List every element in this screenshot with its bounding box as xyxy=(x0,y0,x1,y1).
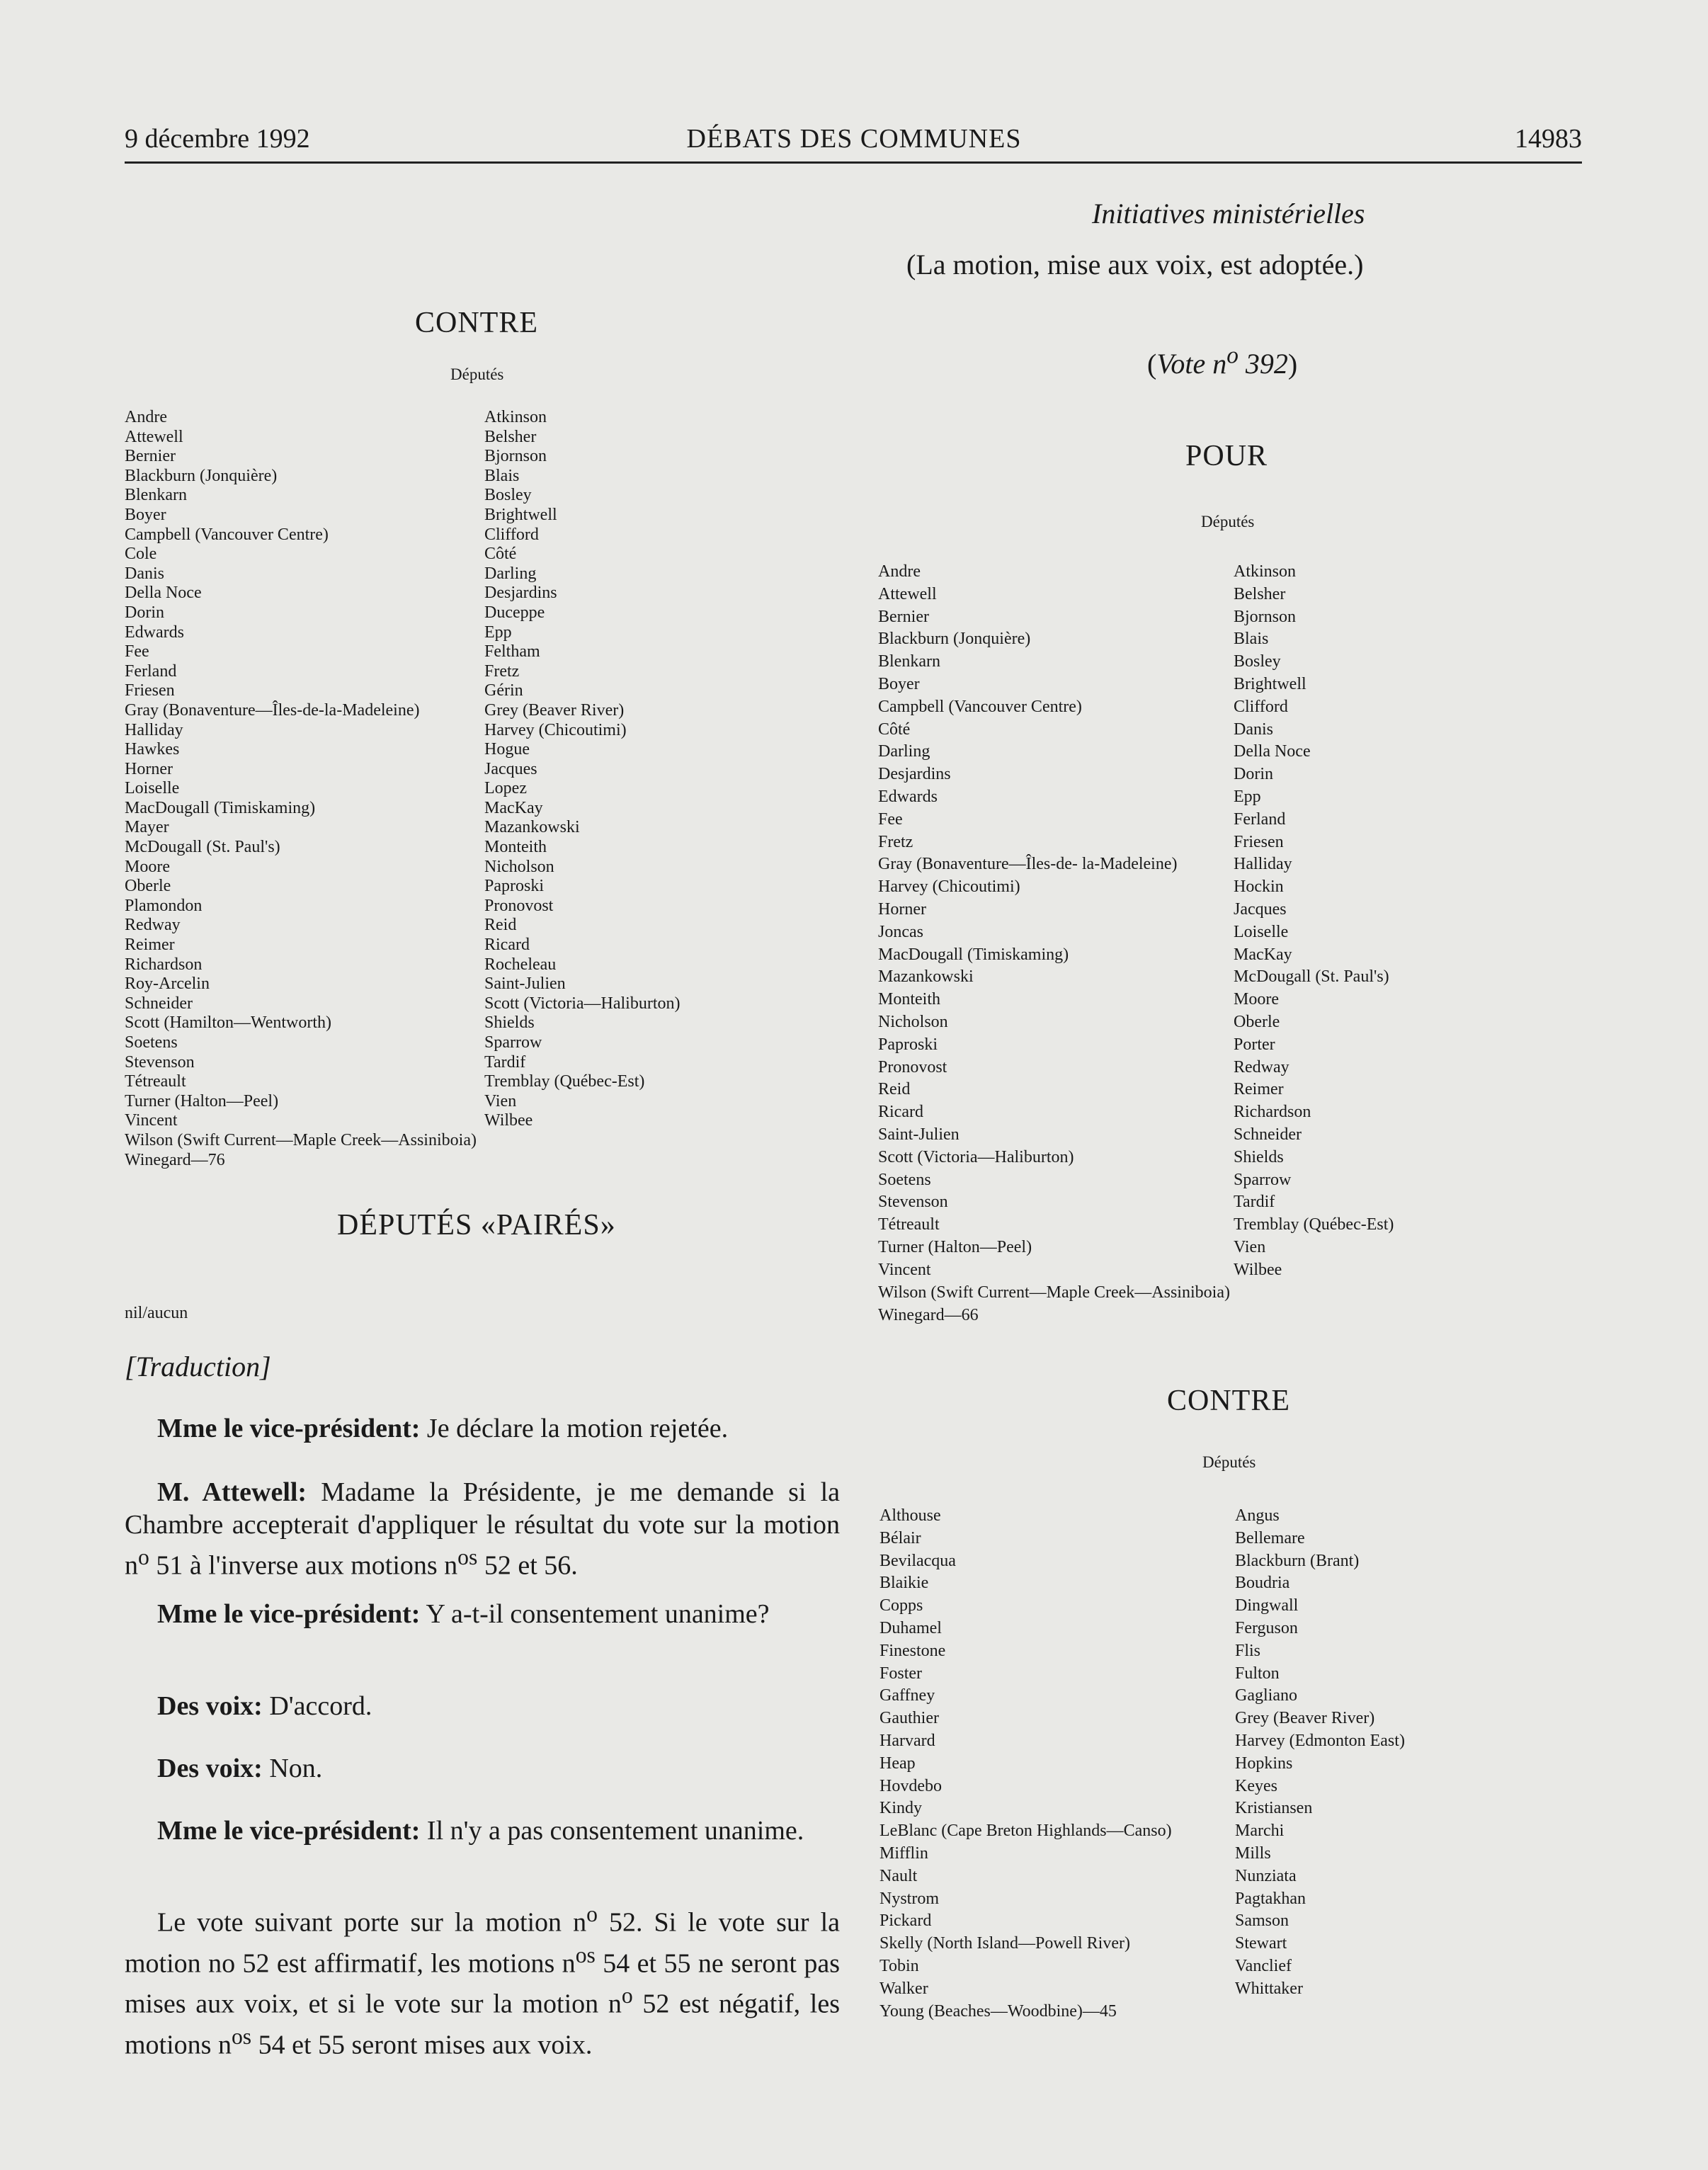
deputes-label-pour: Députés xyxy=(1201,513,1255,530)
speech-text: D'accord. xyxy=(262,1691,372,1721)
member-name: Gaffney xyxy=(879,1686,935,1705)
member-name: Côté xyxy=(484,545,517,564)
member-name: Brightwell xyxy=(1234,674,1306,693)
member-name: Andre xyxy=(125,408,167,426)
paragraph-2 xyxy=(125,1476,840,1582)
member-name: Blackburn (Jonquière) xyxy=(878,630,1031,649)
member-name: Keyes xyxy=(1235,1776,1277,1795)
pour-list-tail xyxy=(878,1282,1230,1327)
member-name: Kindy xyxy=(879,1799,922,1818)
member-name: Soetens xyxy=(878,1170,931,1189)
member-name: Tétreault xyxy=(878,1215,940,1234)
member-name: Ricard xyxy=(484,936,530,955)
speaker: Mme le vice-président: xyxy=(157,1816,421,1846)
member-name: Wilson (Swift Current—Maple Creek—Assiniboia) xyxy=(125,1131,477,1149)
speaker: M. Attewell: xyxy=(157,1477,307,1507)
member-name: Boyer xyxy=(878,674,920,693)
member-name: Campbell (Vancouver Centre) xyxy=(878,697,1082,716)
member-name: Richardson xyxy=(1234,1103,1311,1122)
member-name: Scott (Victoria—Haliburton) xyxy=(878,1147,1074,1166)
member-name: Stevenson xyxy=(878,1193,948,1212)
member-name: Della Noce xyxy=(125,584,202,603)
member-name: Fee xyxy=(878,810,903,829)
member-name: Bernier xyxy=(878,607,929,626)
member-name: Tremblay (Québec-Est) xyxy=(484,1072,645,1091)
pairs-value: nil/aucun xyxy=(125,1304,188,1322)
member-name: Dingwall xyxy=(1235,1596,1299,1615)
member-name: Mayer xyxy=(125,818,169,837)
member-name: Reid xyxy=(484,916,517,935)
member-name: Hawkes xyxy=(125,740,180,759)
contre-list-right-col1 xyxy=(879,1505,1172,2023)
member-name: Gauthier xyxy=(879,1709,939,1728)
member-name: Flis xyxy=(1235,1641,1261,1660)
member-name: Blackburn (Brant) xyxy=(1235,1551,1360,1570)
member-name: Redway xyxy=(1234,1057,1289,1077)
member-name: Nault xyxy=(879,1866,918,1885)
member-name: Attewell xyxy=(125,427,183,446)
member-name: Duhamel xyxy=(879,1618,942,1637)
member-name: Schneider xyxy=(125,994,193,1013)
member-name: Blais xyxy=(484,466,520,485)
member-name: MacKay xyxy=(484,798,543,817)
member-name: Harvey (Chicoutimi) xyxy=(484,720,627,739)
speech-text: Non. xyxy=(262,1754,323,1783)
pour-list-col1 xyxy=(878,561,1177,1282)
member-name: Scott (Hamilton—Wentworth) xyxy=(125,1013,332,1033)
member-name: Ferland xyxy=(1234,810,1286,829)
member-name: Pronovost xyxy=(878,1057,947,1077)
member-name: Vien xyxy=(1234,1237,1266,1256)
member-name: Danis xyxy=(1234,720,1273,739)
member-name: Vincent xyxy=(878,1260,931,1279)
member-name: Saint-Julien xyxy=(484,975,566,994)
contre-list-right-col2 xyxy=(1235,1505,1405,2001)
member-name: Porter xyxy=(1234,1035,1275,1054)
member-name: Friesen xyxy=(1234,832,1284,851)
deputes-label-contre-right: Députés xyxy=(1202,1453,1256,1471)
member-name: Turner (Halton—Peel) xyxy=(125,1091,279,1110)
superscript: o xyxy=(586,1902,598,1926)
member-name: Campbell (Vancouver Centre) xyxy=(125,525,329,544)
member-name: Winegard—66 xyxy=(878,1305,979,1324)
member-name: Bélair xyxy=(879,1528,921,1547)
superscript: o xyxy=(1226,343,1239,369)
member-name: Epp xyxy=(1234,787,1261,806)
member-name: Rocheleau xyxy=(484,955,557,974)
member-name: Horner xyxy=(878,899,926,919)
paragraph-7 xyxy=(125,1898,840,2062)
member-name: Ricard xyxy=(878,1103,923,1122)
header-date: 9 décembre 1992 xyxy=(125,124,310,154)
member-name: Hockin xyxy=(1234,877,1284,897)
member-name: Hovdebo xyxy=(879,1776,942,1795)
member-name: Wilbee xyxy=(1234,1260,1282,1279)
member-name: Mazankowski xyxy=(878,967,974,987)
member-name: MacKay xyxy=(1234,945,1292,964)
member-name: Tardif xyxy=(1234,1193,1275,1212)
speech-text: Y a-t-il consentement unanime? xyxy=(420,1599,770,1629)
member-name: Brightwell xyxy=(484,505,557,524)
member-name: Blackburn (Jonquière) xyxy=(125,466,278,485)
member-name: Richardson xyxy=(125,955,203,974)
member-name: Della Noce xyxy=(1234,742,1311,761)
member-name: Stevenson xyxy=(125,1052,195,1072)
member-name: Cole xyxy=(125,545,157,564)
member-name: Gagliano xyxy=(1235,1686,1297,1705)
pour-list-col2 xyxy=(1234,561,1394,1282)
paragraph-4 xyxy=(125,1690,840,1722)
member-name: Horner xyxy=(125,759,173,778)
member-name: Samson xyxy=(1235,1911,1289,1931)
member-name: Paproski xyxy=(878,1035,938,1054)
member-name: Nunziata xyxy=(1235,1866,1297,1885)
paragraph-6 xyxy=(125,1814,840,1847)
member-name: Mazankowski xyxy=(484,818,580,837)
member-name: Bosley xyxy=(484,486,532,505)
member-name: Blaikie xyxy=(879,1574,929,1593)
member-name: Clifford xyxy=(1234,697,1288,716)
member-name: Joncas xyxy=(878,922,923,941)
speaker: Des voix: xyxy=(157,1691,263,1721)
member-name: Bevilacqua xyxy=(879,1551,956,1570)
member-name: Schneider xyxy=(1234,1125,1302,1144)
member-name: Nystrom xyxy=(879,1889,939,1908)
member-name: Soetens xyxy=(125,1033,178,1052)
member-name: Reid xyxy=(878,1080,911,1099)
member-name: Ferland xyxy=(125,661,177,681)
speech-text: Je déclare la motion rejetée. xyxy=(420,1414,729,1443)
speaker: Des voix: xyxy=(157,1754,263,1783)
member-name: Bjornson xyxy=(1234,607,1297,626)
member-name: Darling xyxy=(878,742,930,761)
member-name: Oberle xyxy=(125,877,171,896)
member-name: Harvard xyxy=(879,1731,935,1750)
member-name: Skelly (North Island—Powell River) xyxy=(879,1934,1130,1953)
speech-text: 54 et 55 seront mises aux voix. xyxy=(251,2030,593,2060)
member-name: Gérin xyxy=(484,681,523,700)
member-name: Gray (Bonaventure—Îles-de- la-Madeleine) xyxy=(878,855,1178,874)
member-name: Edwards xyxy=(125,623,184,642)
member-name: Tremblay (Québec-Est) xyxy=(1234,1215,1394,1234)
member-name: Clifford xyxy=(484,525,539,544)
member-name: Fretz xyxy=(484,661,520,681)
member-name: Sparrow xyxy=(484,1033,542,1052)
traduction-text: Traduction xyxy=(135,1351,261,1382)
member-name: Harvey (Chicoutimi) xyxy=(878,877,1020,897)
member-name: Walker xyxy=(879,1979,928,1998)
member-name: Reimer xyxy=(125,936,175,955)
pairs-heading: DÉPUTÉS «PAIRÉS» xyxy=(337,1209,616,1242)
member-name: Sparrow xyxy=(1234,1170,1292,1189)
member-name: Roy-Arcelin xyxy=(125,975,210,994)
header-rule xyxy=(125,161,1582,164)
vote-value: 392 xyxy=(1238,348,1288,380)
speech-text: 54 et 55 ne seront pas mises aux voix, et si le vote sur la motion n xyxy=(125,1948,840,2019)
superscript: o xyxy=(621,1983,633,2009)
member-name: Atkinson xyxy=(484,408,547,426)
member-name: Darling xyxy=(484,564,537,583)
member-name: Grey (Beaver River) xyxy=(484,700,625,720)
contre-heading-left: CONTRE xyxy=(415,307,538,339)
member-name: Boyer xyxy=(125,505,166,524)
speech-text: 51 à l'inverse aux motions n xyxy=(149,1550,458,1581)
member-name: Halliday xyxy=(125,720,183,739)
member-name: Blenkarn xyxy=(878,652,940,671)
member-name: Oberle xyxy=(1234,1012,1280,1031)
speech-text: Madame la Présidente, je me demande si la Chambre accepterait d'appliquer le résultat du vote sur la motion n xyxy=(125,1477,840,1581)
superscript: os xyxy=(231,2023,252,2049)
deputes-label-left: Députés xyxy=(450,365,504,383)
member-name: Copps xyxy=(879,1596,923,1615)
member-name: Heap xyxy=(879,1754,916,1773)
member-name: Shields xyxy=(1234,1147,1284,1166)
member-name: Desjardins xyxy=(484,584,557,603)
member-name: Mills xyxy=(1235,1844,1271,1863)
member-name: Wilbee xyxy=(484,1111,533,1130)
member-name: Loiselle xyxy=(1234,922,1289,941)
member-name: MacDougall (Timiskaming) xyxy=(125,798,316,817)
member-name: Belsher xyxy=(484,427,537,446)
paragraph-5 xyxy=(125,1752,840,1785)
member-name: Bjornson xyxy=(484,447,547,466)
member-name: Côté xyxy=(878,720,911,739)
member-name: Pronovost xyxy=(484,896,554,915)
member-name: Monteith xyxy=(484,838,547,857)
member-name: Bosley xyxy=(1234,652,1281,671)
member-name: Blenkarn xyxy=(125,486,187,505)
member-name: Atkinson xyxy=(1234,562,1297,581)
member-name: Harvey (Edmonton East) xyxy=(1235,1731,1405,1750)
member-name: Angus xyxy=(1235,1506,1280,1525)
member-name: Desjardins xyxy=(878,765,951,784)
speaker: Mme le vice-président: xyxy=(157,1599,421,1629)
member-name: Reimer xyxy=(1234,1080,1284,1099)
member-name: Pagtakhan xyxy=(1235,1889,1306,1908)
member-name: Epp xyxy=(484,623,512,642)
member-name: Monteith xyxy=(878,990,940,1009)
member-name: Kristiansen xyxy=(1235,1799,1313,1818)
member-name: Bernier xyxy=(125,447,176,466)
member-name: McDougall (St. Paul's) xyxy=(1234,967,1389,987)
header-title: DÉBATS DES COMMUNES xyxy=(686,124,1022,154)
section-title: Initiatives ministérielles xyxy=(1092,198,1365,229)
member-name: Shields xyxy=(484,1013,535,1033)
member-name: Whittaker xyxy=(1235,1979,1303,1998)
superscript: os xyxy=(575,1942,596,1967)
member-name: Jacques xyxy=(484,759,537,778)
speech-text: 52 est négatif, les motions n xyxy=(125,1989,840,2060)
member-name: Hogue xyxy=(484,740,530,759)
member-name: Nicholson xyxy=(878,1012,948,1031)
member-name: Finestone xyxy=(879,1641,946,1660)
member-name: Edwards xyxy=(878,787,938,806)
superscript: os xyxy=(457,1545,478,1569)
member-name: Fulton xyxy=(1235,1664,1280,1683)
paragraph-3 xyxy=(125,1598,840,1630)
speech-text: 52. Si le vote sur la motion no 52 est affirmatif, les motions n xyxy=(125,1907,841,1979)
member-name: Wilson (Swift Current—Maple Creek—Assiniboia) xyxy=(878,1283,1230,1302)
member-name: Friesen xyxy=(125,681,175,700)
member-name: Vien xyxy=(484,1091,517,1110)
member-name: Turner (Halton—Peel) xyxy=(878,1237,1032,1256)
member-name: Fee xyxy=(125,642,149,661)
member-name: Blais xyxy=(1234,630,1269,649)
member-name: Jacques xyxy=(1234,899,1287,919)
member-name: Redway xyxy=(125,916,181,935)
member-name: Pickard xyxy=(879,1911,932,1931)
speech-text: Le vote suivant porte sur la motion n xyxy=(157,1907,587,1938)
member-name: Scott (Victoria—Haliburton) xyxy=(484,994,681,1013)
member-name: Bellemare xyxy=(1235,1528,1305,1547)
pour-heading: POUR xyxy=(1185,440,1268,472)
member-name: Young (Beaches—Woodbine)—45 xyxy=(879,2001,1117,2021)
member-name: Danis xyxy=(125,564,164,583)
paragraph-1 xyxy=(125,1412,840,1445)
member-name: Nicholson xyxy=(484,857,554,876)
vote-label: Vote n xyxy=(1156,348,1227,380)
member-name: Plamondon xyxy=(125,896,203,915)
member-name: Winegard—76 xyxy=(125,1150,225,1169)
member-name: Fretz xyxy=(878,832,913,851)
superscript: o xyxy=(138,1545,149,1569)
member-name: Belsher xyxy=(1234,584,1286,603)
member-name: Andre xyxy=(878,562,921,581)
speech-text: Il n'y a pas consentement unanime. xyxy=(420,1816,804,1846)
member-name: Saint-Julien xyxy=(878,1125,960,1144)
member-name: Loiselle xyxy=(125,779,180,798)
member-name: Hopkins xyxy=(1235,1754,1293,1773)
member-name: Tardif xyxy=(484,1052,526,1072)
vote-number: (Vote $n^o$ 392) xyxy=(1147,343,1298,380)
contre-heading-right: CONTRE xyxy=(1167,1385,1290,1417)
member-name: Moore xyxy=(125,857,170,876)
member-name: Dorin xyxy=(1234,765,1273,784)
contre-list-left-col1 xyxy=(125,408,419,1131)
member-name: Paproski xyxy=(484,877,544,896)
member-name: Stewart xyxy=(1235,1934,1287,1953)
member-name: Marchi xyxy=(1235,1822,1285,1841)
member-name: Ferguson xyxy=(1235,1618,1298,1637)
member-name: Lopez xyxy=(484,779,527,798)
member-name: Gray (Bonaventure—Îles-de-la-Madeleine) xyxy=(125,700,420,720)
motion-result: (La motion, mise aux voix, est adoptée.) xyxy=(906,249,1364,280)
member-name: McDougall (St. Paul's) xyxy=(125,838,280,857)
member-name: MacDougall (Timiskaming) xyxy=(878,945,1069,964)
contre-list-left-tail xyxy=(125,1131,477,1170)
speech-text: 52 et 56. xyxy=(477,1550,578,1581)
speaker: Mme le vice-président: xyxy=(157,1414,421,1443)
contre-list-left-col2 xyxy=(484,408,681,1131)
member-name: Foster xyxy=(879,1664,922,1683)
member-name: Vincent xyxy=(125,1111,178,1130)
member-name: LeBlanc (Cape Breton Highlands—Canso) xyxy=(879,1822,1172,1841)
member-name: Halliday xyxy=(1234,855,1292,874)
member-name: Moore xyxy=(1234,990,1279,1009)
member-name: Tétreault xyxy=(125,1072,186,1091)
member-name: Mifflin xyxy=(879,1844,928,1863)
member-name: Althouse xyxy=(879,1506,941,1525)
member-name: Attewell xyxy=(878,584,937,603)
member-name: Duceppe xyxy=(484,603,545,622)
member-name: Boudria xyxy=(1235,1574,1290,1593)
member-name: Feltham xyxy=(484,642,540,661)
header-page-number: 14983 xyxy=(1515,124,1582,154)
traduction-label: [Traduction] xyxy=(125,1351,271,1382)
member-name: Tobin xyxy=(879,1956,919,1975)
member-name: Vanclief xyxy=(1235,1956,1292,1975)
member-name: Grey (Beaver River) xyxy=(1235,1709,1375,1728)
member-name: Dorin xyxy=(125,603,164,622)
